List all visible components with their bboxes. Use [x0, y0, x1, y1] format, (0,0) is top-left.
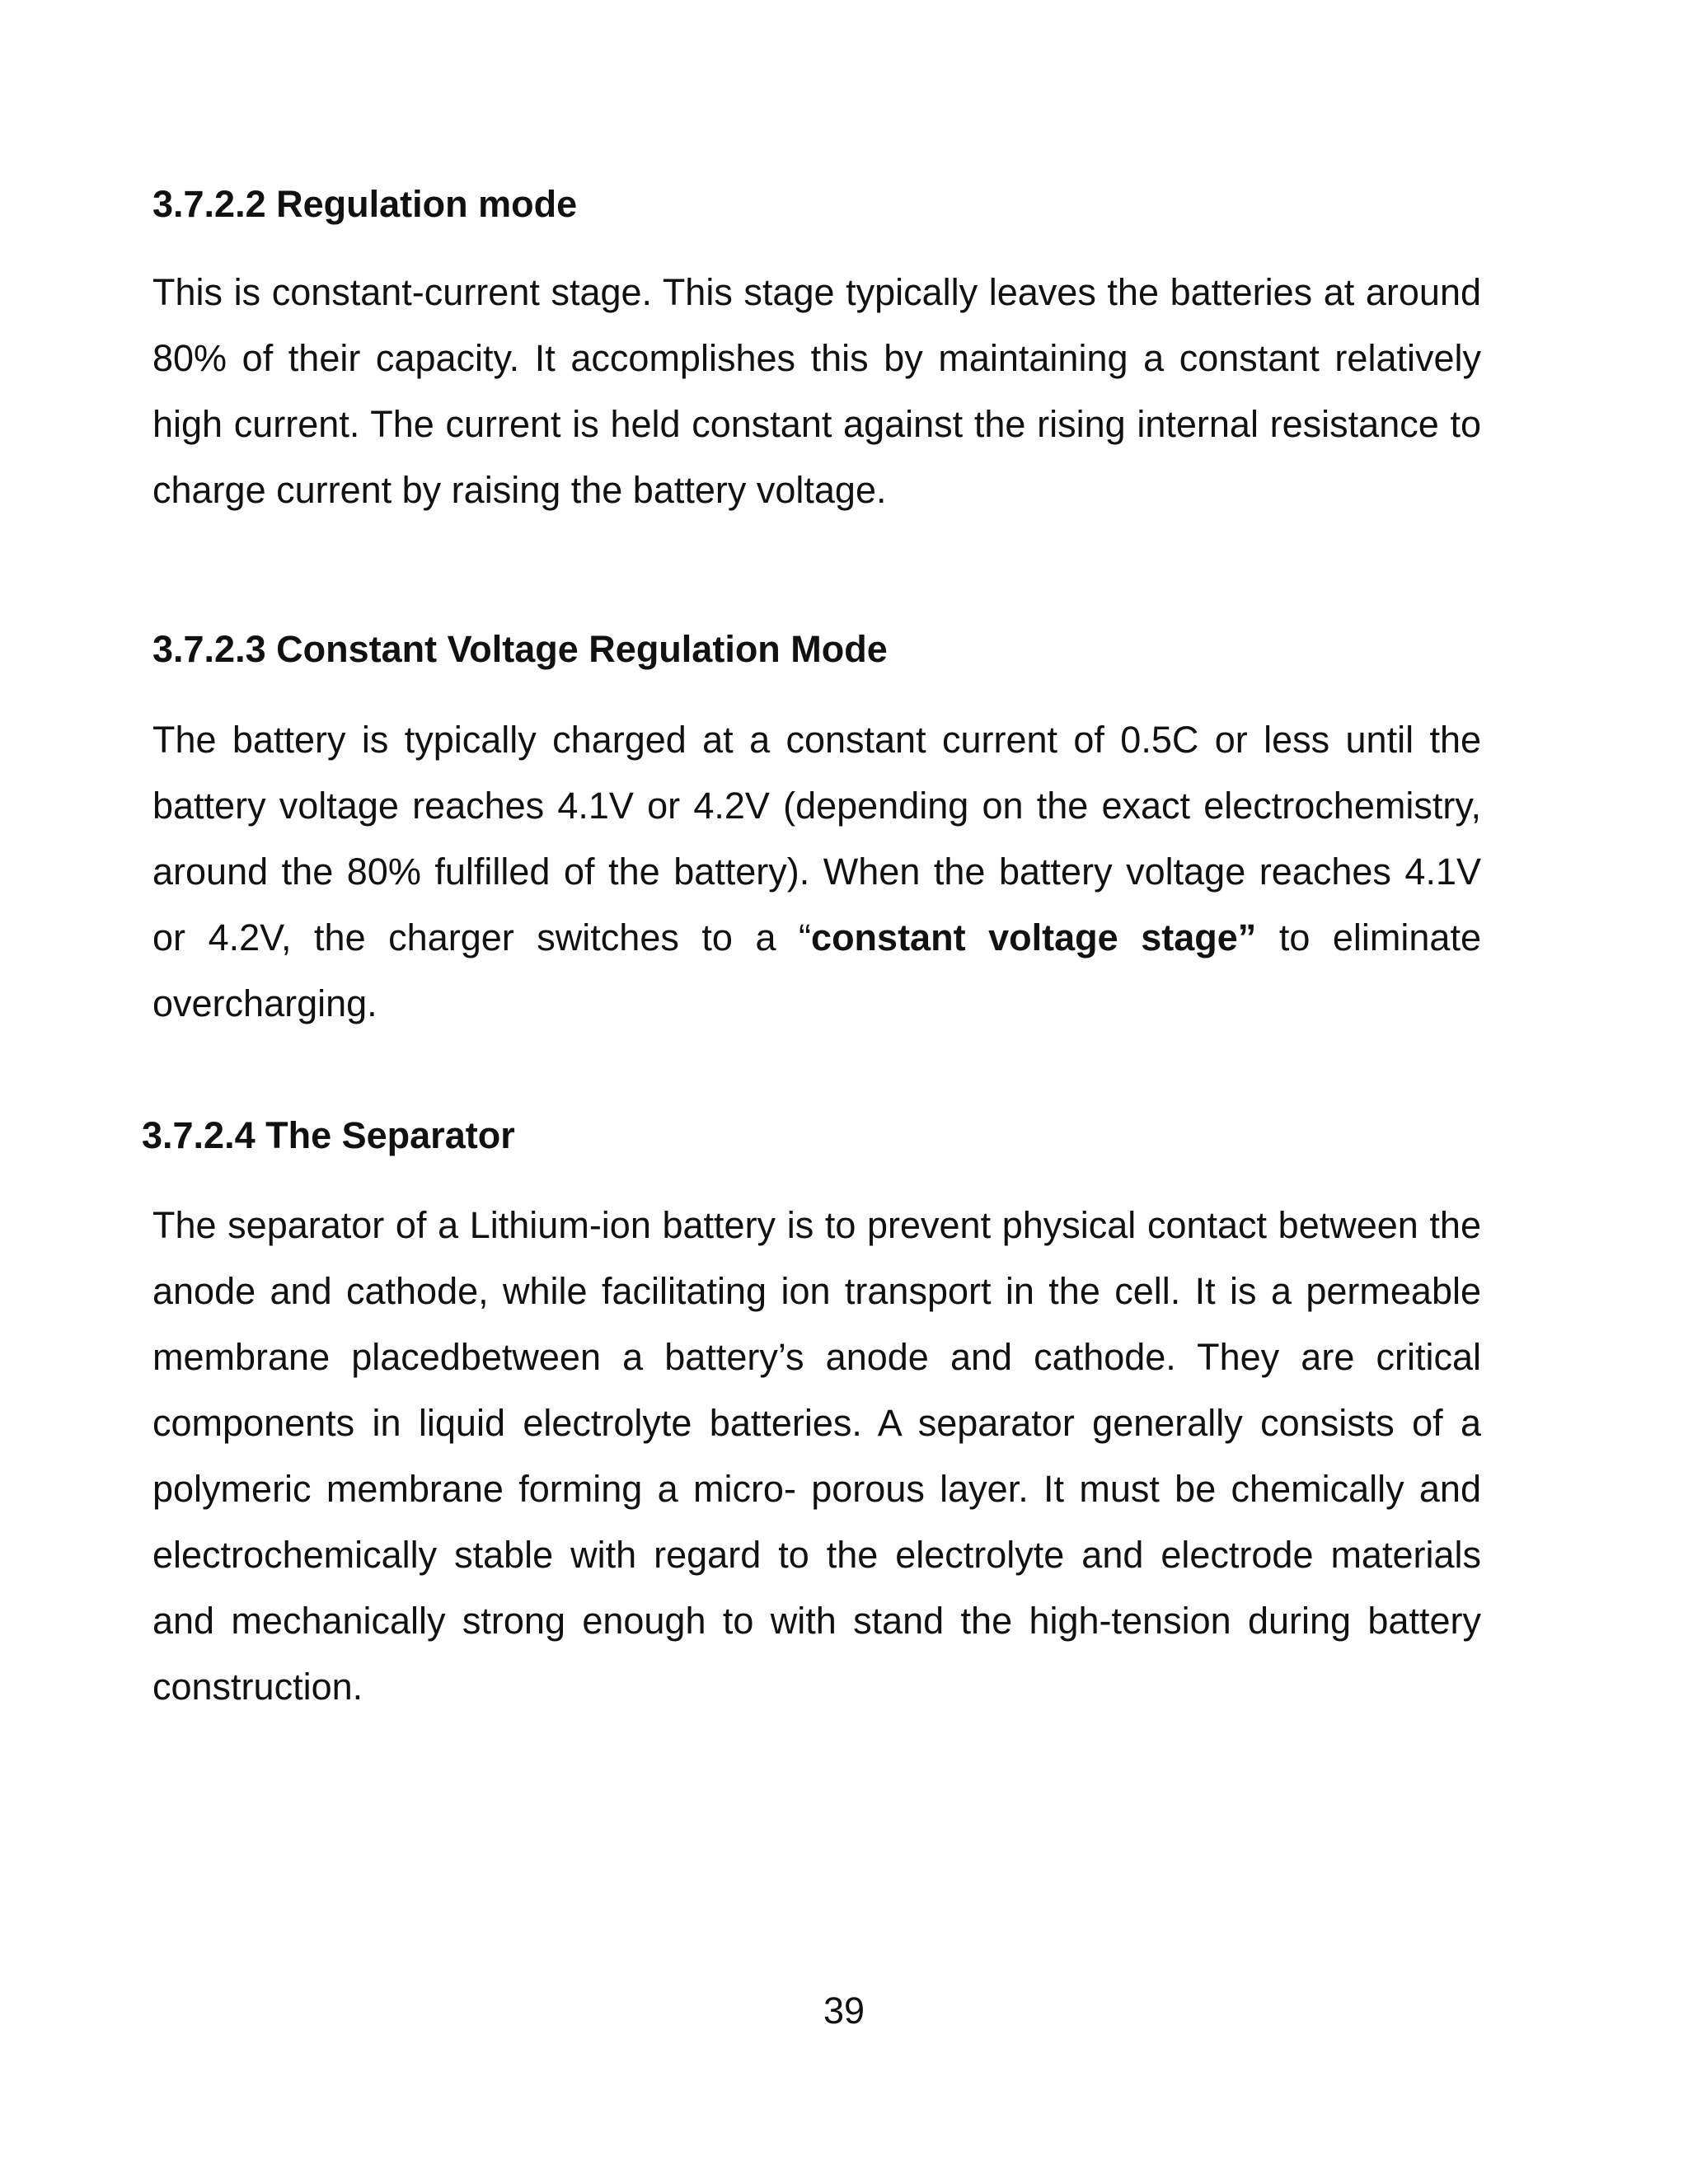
paragraph-constant-voltage-text-end: to eliminate overcharging. [152, 916, 1481, 1024]
section-heading-constant-voltage: 3.7.2.3 Constant Voltage Regulation Mode [152, 628, 888, 670]
paragraph-separator: The separator of a Lithium-ion battery is to prevent physical contact between the anode and cathode, while facilitating ion transport in the cell. It is a permeable membrane placedbetween a battery’s anode and cathode. They are critical components in liquid electrolyte batteries. A separator generally consists of a polymeric membrane forming a micro- porous layer. It must be chemically and electrochemically stable with regard to the electrolyte and electrode materials and mechanically strong enough to with stand the high-tension during battery construction. [152, 1204, 1481, 1708]
paragraph-constant-voltage [152, 707, 1481, 1037]
section-heading-regulation-mode: 3.7.2.2 Regulation mode [152, 183, 578, 225]
paragraph-constant-voltage-text-start: The battery is typically charged at a constant current of 0.5C or less until the battery voltage reaches 4.1V or 4.2V (depending on the exact electrochemistry, around the 80% fulfilled of the battery). When the battery voltage reaches 4.1V or 4.2V, the charger switches to a “ [152, 719, 1481, 958]
page-number: 39 [823, 1990, 865, 2032]
paragraph-regulation-mode: This is constant-current stage. This stage typically leaves the batteries at around 80% of their capacity. It accomplishes this by maintaining a constant relatively high current. The current is held constant against the rising internal resistance to charge current by raising the battery voltage. [152, 271, 1481, 511]
paragraph-constant-voltage-bold-term: constant voltage stage” [811, 916, 1257, 958]
section-heading-separator: 3.7.2.4 The Separator [142, 1114, 515, 1156]
